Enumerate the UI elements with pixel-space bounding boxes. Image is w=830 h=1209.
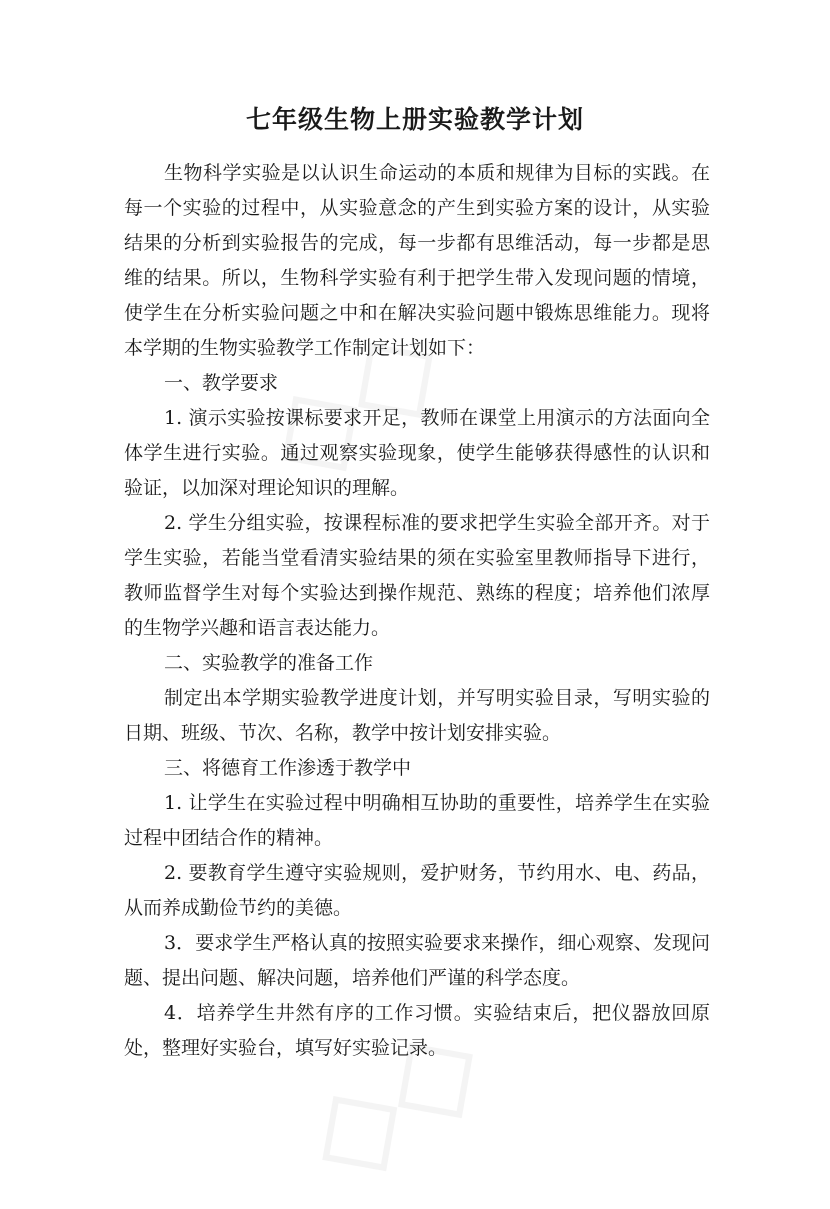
paragraph-preparation: 制定出本学期实验教学进度计划，并写明实验目录，写明实验的日期、班级、节次、名称，教学中按计划安排实验。 [124, 687, 710, 744]
document-body [124, 156, 710, 1066]
section-heading-preparation: 二、实验教学的准备工作 [164, 652, 374, 674]
section-heading-teaching-requirements: 一、教学要求 [164, 372, 279, 394]
document-title: 七年级生物上册实验教学计划 [245, 105, 584, 134]
paragraph-item-1: 1. 演示实验按课标要求开足，教师在课堂上用演示的方法面向全体学生进行实验。通过观察实验现象，使学生能够获得感性的认识和验证，以加深对理论知识的理解。 [124, 407, 710, 499]
paragraph-moral-1: 1. 让学生在实验过程中明确相互协助的重要性，培养学生在实验过程中团结合作的精神。 [124, 792, 710, 849]
paragraph-moral-4: 4．培养学生井然有序的工作习惯。实验结束后，把仪器放回原处，整理好实验台，填写好实验记录。 [124, 1002, 710, 1059]
paragraph-item-2: 2. 学生分组实验，按课程标准的要求把学生实验全部开齐。对于学生实验，若能当堂看清实验结果的须在实验室里教师指导下进行，教师监督学生对每个实验达到操作规范、熟练的程度；培养他们浓厚的生物学兴趣和语言表达能力。 [124, 512, 710, 639]
paragraph-moral-3: 3．要求学生严格认真的按照实验要求来操作，细心观察、发现问题、提出问题、解决问题，培养他们严谨的科学态度。 [124, 932, 710, 989]
intro-paragraph: 生物科学实验是以认识生命运动的本质和规律为目标的实践。在每一个实验的过程中，从实验意念的产生到实验方案的设计，从实验结果的分析到实验报告的完成，每一步都有思维活动，每一步都是思维的结果。所以，生物科学实验有利于把学生带入发现问题的情境，使学生在分析实验问题之中和在解决实验问题中锻炼思维能力。现将本学期的生物实验教学工作制定计划如下： [124, 162, 710, 359]
paragraph-moral-2: 2. 要教育学生遵守实验规则，爱护财务，节约用水、电、药品，从而养成勤俭节约的美德。 [124, 862, 710, 919]
section-heading-moral-education: 三、将德育工作渗透于教学中 [164, 757, 412, 779]
